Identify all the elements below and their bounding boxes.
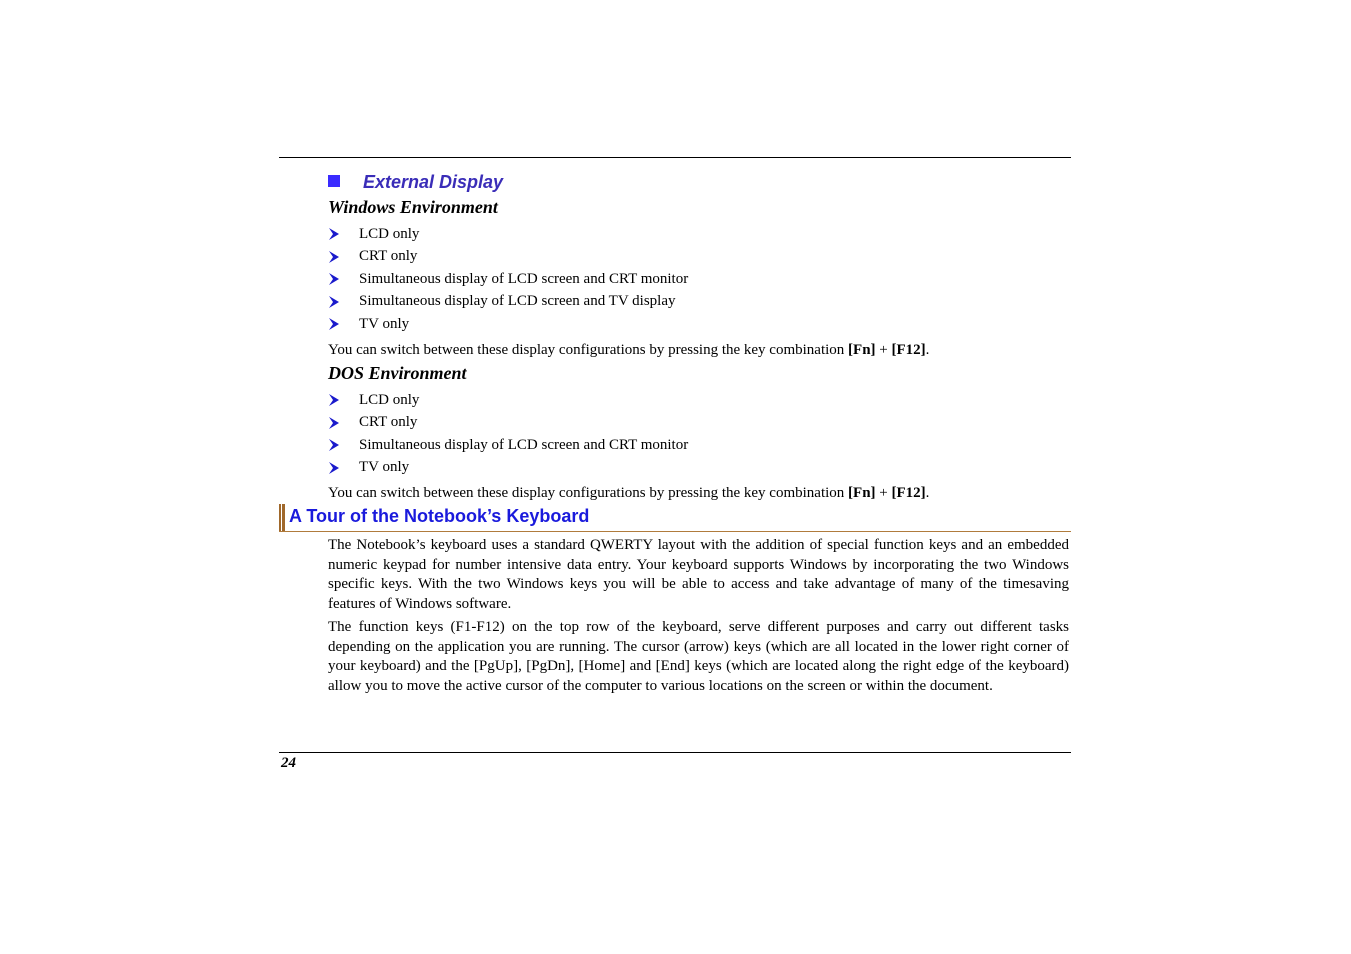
section-title: External Display <box>363 171 504 192</box>
f12-key: [F12] <box>891 485 926 501</box>
keyboard-paragraph-2: The function keys (F1-F12) on the top row of the keyboard, serve different purposes and carry out different tasks depending on the application you are running. The cursor (arrow) keys (which are all located in the lower right corner of your keyboard) and the [PgUp], [PgDn], [Home] and [End] keys (which are located along the right edge of the keyboard) allow you to move the active cursor of the computer to various locations on the screen or within the document. <box>328 619 1069 694</box>
windows-environment-heading: Windows Environment <box>328 197 498 217</box>
list-item: LCD only <box>328 223 688 246</box>
chapter-marker <box>279 504 285 531</box>
list-item: TV only <box>328 457 688 480</box>
windows-options-list <box>328 223 688 336</box>
list-item: TV only <box>328 313 688 336</box>
arrow-bullet-icon <box>328 295 340 309</box>
list-item: Simultaneous display of LCD screen and TV display <box>328 291 688 314</box>
list-item: CRT only <box>328 246 688 269</box>
dos-options-list <box>328 389 688 479</box>
dos-switch-note: You can switch between these display configurations by pressing the key combination [Fn] + [F12]. <box>328 485 930 501</box>
arrow-bullet-icon <box>328 250 340 264</box>
chapter-heading <box>279 504 1071 532</box>
header-rule <box>279 157 1071 158</box>
list-item: Simultaneous display of LCD screen and CRT monitor <box>328 434 688 457</box>
fn-key: [Fn] <box>848 485 876 501</box>
list-item: CRT only <box>328 412 688 435</box>
arrow-bullet-icon <box>328 461 340 475</box>
arrow-bullet-icon <box>328 272 340 286</box>
keyboard-paragraph-1: The Notebook’s keyboard uses a standard QWERTY layout with the addition of special function keys and an embedded numeric keypad for number intensive data entry. Your keyboard supports Windows by incorporating the two Windows specific keys. With the two Windows keys you will be able to access and take advantage of many of the timesaving features of Windows software. <box>328 537 1069 612</box>
square-bullet-icon <box>328 175 340 187</box>
windows-switch-note: You can switch between these display configurations by pressing the key combination [Fn] + [F12]. <box>328 342 930 358</box>
list-item: Simultaneous display of LCD screen and CRT monitor <box>328 268 688 291</box>
arrow-bullet-icon <box>328 393 340 407</box>
dos-environment-heading: DOS Environment <box>328 363 467 383</box>
fn-key: [Fn] <box>848 342 876 358</box>
f12-key: [F12] <box>891 342 926 358</box>
list-item: LCD only <box>328 389 688 412</box>
arrow-bullet-icon <box>328 438 340 452</box>
page-number: 24 <box>281 755 296 771</box>
arrow-bullet-icon <box>328 227 340 241</box>
footer-rule <box>279 752 1071 753</box>
section-heading <box>328 170 503 194</box>
chapter-title: A Tour of the Notebook’s Keyboard <box>289 506 590 526</box>
arrow-bullet-icon <box>328 317 340 331</box>
arrow-bullet-icon <box>328 416 340 430</box>
